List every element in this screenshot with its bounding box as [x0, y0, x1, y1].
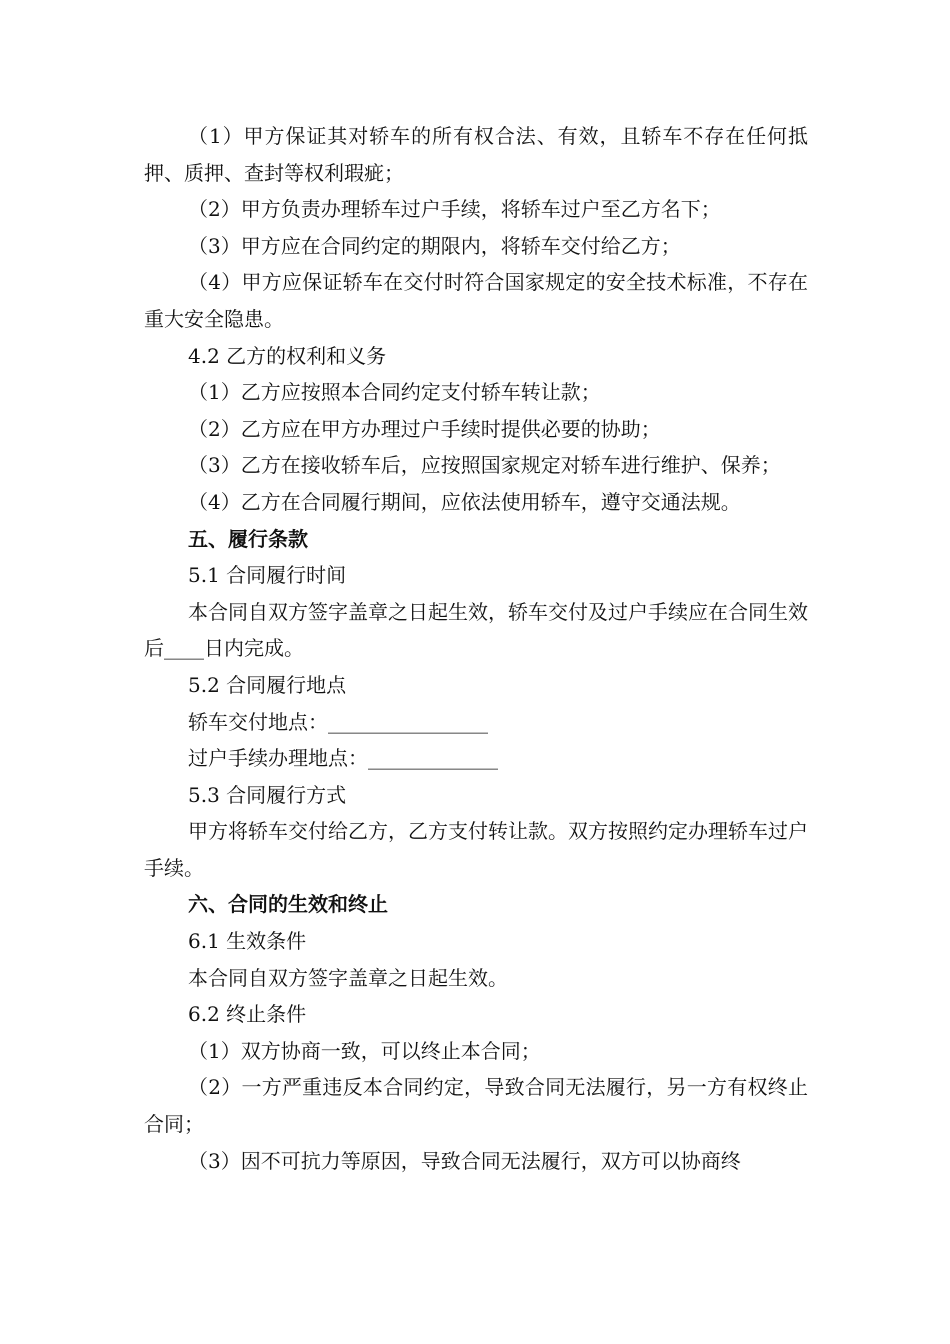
clause-paragraph: （4）甲方应保证轿车在交付时符合国家规定的安全技术标准，不存在重大安全隐患。	[144, 270, 808, 331]
subsection-title: 6.1 生效条件	[188, 929, 307, 954]
clause-paragraph: （2）乙方应在甲方办理过户手续时提供必要的协助；	[188, 416, 661, 441]
clause-paragraph: （3）甲方应在合同约定的期限内，将轿车交付给乙方；	[188, 233, 681, 258]
clause-paragraph: （4）乙方在合同履行期间，应依法使用轿车，遵守交通法规。	[188, 489, 741, 514]
clause-paragraph: （2）甲方负责办理轿车过户手续，将轿车过户至乙方名下；	[188, 197, 721, 222]
clause-paragraph: （2）一方严重违反本合同约定，导致合同无法履行，另一方有权终止合同；	[144, 1075, 808, 1137]
subsection-title: 5.1 合同履行时间	[188, 563, 347, 588]
document-page	[144, 118, 808, 1179]
clause-paragraph: （1）甲方保证其对轿车的所有权合法、有效，且轿车不存在任何抵押、质押、查封等权利瑕疵；	[144, 124, 808, 185]
section-heading: 六、合同的生效和终止	[188, 892, 388, 917]
clause-paragraph: （3）因不可抗力等原因，导致合同无法履行，双方可以协商终	[188, 1148, 741, 1173]
clause-paragraph: 本合同自双方签字盖章之日起生效，轿车交付及过户手续应在合同生效后____日内完成。	[144, 599, 808, 661]
subsection-title: 5.3 合同履行方式	[188, 782, 347, 807]
blank-field-line: 轿车交付地点：________________	[188, 709, 488, 734]
blank-field-line: 过户手续办理地点：_____________	[188, 746, 498, 771]
subsection-title: 6.2 终止条件	[188, 1002, 307, 1027]
clause-paragraph: 甲方将轿车交付给乙方，乙方支付转让款。双方按照约定办理轿车过户手续。	[144, 819, 808, 880]
clause-paragraph: 本合同自双方签字盖章之日起生效。	[188, 965, 508, 990]
clause-paragraph: （1）乙方应按照本合同约定支付轿车转让款；	[188, 380, 601, 405]
section-heading: 五、履行条款	[188, 526, 308, 551]
subsection-title: 4.2 乙方的权利和义务	[188, 343, 387, 368]
subsection-title: 5.2 合同履行地点	[188, 672, 347, 697]
clause-paragraph: （3）乙方在接收轿车后，应按照国家规定对轿车进行维护、保养；	[188, 453, 781, 478]
clause-paragraph: （1）双方协商一致，可以终止本合同；	[188, 1038, 541, 1063]
